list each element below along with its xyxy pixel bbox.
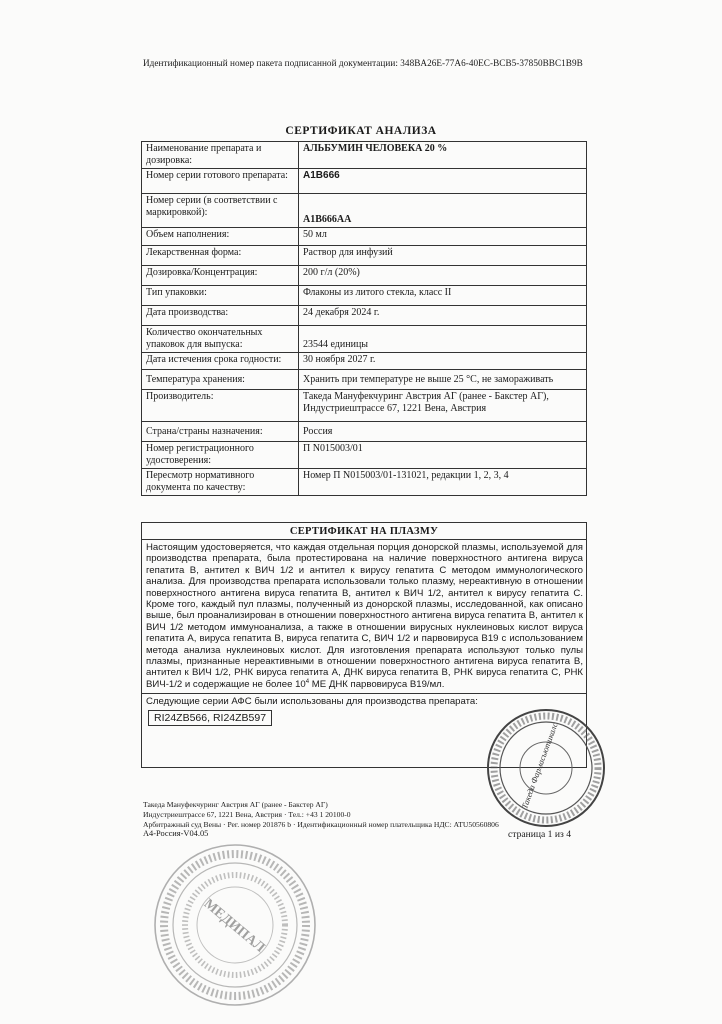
page-number: страница 1 из 4: [508, 829, 571, 840]
table-row: [142, 266, 587, 286]
row-label: Номер серии (в соответствии с маркировкой):: [142, 194, 299, 228]
row-label: Объем наполнения:: [142, 228, 299, 246]
medipal-stamp-text: МЕДИПАЛ: [200, 896, 268, 956]
plasma-text-sup: 4: [305, 678, 310, 685]
row-value: Флаконы из литого стекла, класс II: [299, 286, 587, 306]
row-value: Россия: [299, 422, 587, 442]
series-note-text: Следующие серии АФС были использованы для производства препарата:: [146, 696, 478, 708]
table-row: [142, 306, 587, 326]
medipal-stamp: [150, 840, 320, 1010]
row-value: 23544 единицы: [299, 326, 587, 353]
row-label: Тип упаковки:: [142, 286, 299, 306]
doc-version: A4-Россия-V04.05: [143, 829, 209, 838]
plasma-title: СЕРТИФИКАТ НА ПЛАЗМУ: [142, 523, 586, 540]
row-label: Дата истечения срока годности:: [142, 353, 299, 370]
table-row: [142, 422, 587, 442]
table-row: [142, 353, 587, 370]
row-value: A1B666: [299, 169, 587, 194]
row-value: 30 ноября 2027 г.: [299, 353, 587, 370]
table-row: [142, 169, 587, 194]
manufacturer-name: Такеда Мануфекчуринг Австрия АГ (ранее - Бакстер АГ),: [303, 391, 549, 402]
table-row: [142, 442, 587, 469]
row-label: Номер серии готового препарата:: [142, 169, 299, 194]
row-label: Производитель:: [142, 390, 299, 422]
footer: [143, 800, 499, 830]
certificate-table: [141, 141, 587, 496]
row-label: Наименование препарата и дозировка:: [142, 142, 299, 169]
series-list: RI24ZB566, RI24ZB597: [148, 710, 272, 726]
row-value: АЛЬБУМИН ЧЕЛОВЕКА 20 %: [299, 142, 587, 169]
row-label: Пересмотр нормативного документа по качеству:: [142, 469, 299, 496]
table-row: [142, 194, 587, 228]
takeda-stamp-text: Такеда Фармасьютикалс: [519, 721, 560, 811]
package-id: Идентификационный номер пакета подписанной документации: 348BA26E-77A6-40EC-BCB5-37850BBC1B9B: [143, 58, 583, 68]
footer-registration: Арбитражный суд Вены · Рег. номер 201876 b · Идентификационный номер плательщика НДС: ATU50560806: [143, 820, 499, 829]
table-row: [142, 142, 587, 169]
takeda-stamp: [484, 706, 608, 830]
footer-company: Такеда Мануфекчуринг Австрия АГ (ранее - Бакстер АГ): [143, 800, 328, 809]
table-row: [142, 228, 587, 246]
row-value: П N015003/01: [299, 442, 587, 469]
row-value: 24 декабря 2024 г.: [299, 306, 587, 326]
row-value: 50 мл: [299, 228, 587, 246]
row-value: Хранить при температуре не выше 25 °С, не замораживать: [299, 370, 587, 390]
row-label: Температура хранения:: [142, 370, 299, 390]
table-row: [142, 370, 587, 390]
plasma-text-end: МЕ ДНК парвовируса В19/мл.: [309, 678, 445, 690]
row-label: Номер регистрационного удостоверения:: [142, 442, 299, 469]
row-label: Количество окончательных упаковок для выпуска:: [142, 326, 299, 353]
row-label: Лекарственная форма:: [142, 246, 299, 266]
row-value: A1B666AA: [299, 194, 587, 228]
table-row: [142, 326, 587, 353]
row-label: Дозировка/Концентрация:: [142, 266, 299, 286]
row-value: [299, 390, 587, 422]
manufacturer-address: Индустриештрассе 67, 1221 Вена, Австрия: [303, 403, 487, 414]
row-value: 200 г/л (20%): [299, 266, 587, 286]
table-row: [142, 390, 587, 422]
row-label: Дата производства:: [142, 306, 299, 326]
footer-address: Индустриештрассе 67, 1221 Вена, Австрия · Тел.: +43 1 20100-0: [143, 810, 351, 819]
doc-title: СЕРТИФИКАТ АНАЛИЗА: [285, 125, 437, 137]
table-row: [142, 246, 587, 266]
plasma-text: [142, 540, 586, 690]
row-value: Номер П N015003/01-131021, редакции 1, 2, 3, 4: [299, 469, 587, 496]
row-value: Раствор для инфузий: [299, 246, 587, 266]
plasma-text-main: Настоящим удостоверяется, что каждая отдельная порция донорской плазмы, используемой для производства препарата, была протестирована на наличие поверхностного антигена вируса гепатита В, антител к ВИЧ 1/2 и антител к вирусу гепатита С методом иммунологического анализа. Для производства препарата использовали только плазму, нереактивную в отношении поверхностного антигена вируса гепатита В, антител к ВИЧ 1/2, антител к вирусу гепатита С. Кроме того, каждый пул плазмы, полученный из донорской плазмы, исследованной, как описано выше, был проанализирован в отношении поверхностного антигена вируса гепатита В, антител к ВИЧ 1/2 методом иммуноанализа, а также в отношении вирусных нуклеиновых кислот вируса гепатита А, вируса гепатита В, вируса гепатита С, ВИЧ 1/2 и парвовируса В19 с использованием метода анализа нуклеиновых кислот. Для изготовления препарата используют только пулы плазмы, признанные нереактивными в отношении поверхностного антигена вируса гепатита В, антител к ВИЧ 1/2, РНК вируса гепатита А, ДНК вируса гепатита В, РНК вируса гепатита С, РНК ВИЧ-1/2 и содержащие не более 10: [146, 542, 583, 690]
table-row: [142, 469, 587, 496]
row-label: Страна/страны назначения:: [142, 422, 299, 442]
table-row: [142, 286, 587, 306]
